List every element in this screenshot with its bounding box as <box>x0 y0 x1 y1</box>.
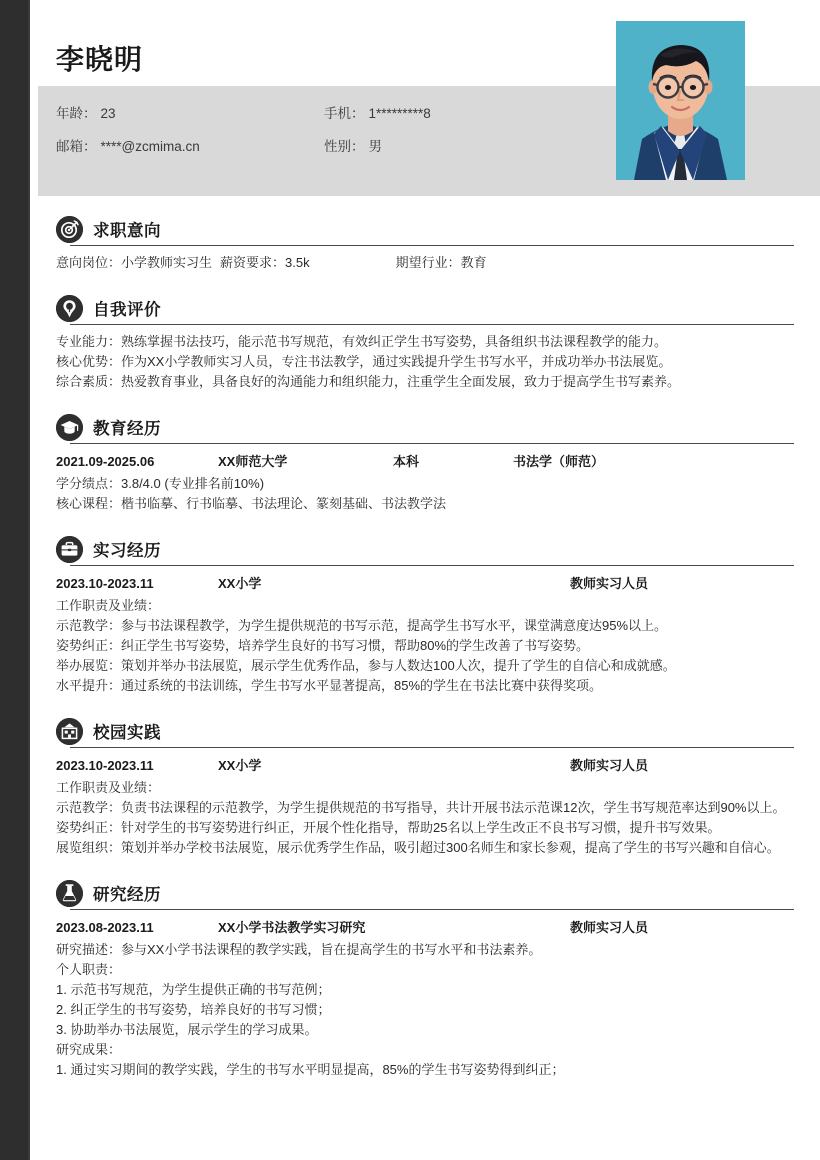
contact-value-email: ****@zcmima.cn <box>100 139 200 154</box>
section-header <box>56 532 794 566</box>
section-body <box>56 748 794 864</box>
evaluation-line: 综合素质：热爱教育事业，具备良好的沟通能力和组织能力，注重学生全面发展，致力于提高学生书写素养。 <box>56 374 681 389</box>
lightbulb-pin-icon <box>56 295 83 322</box>
resume-sections <box>30 200 820 1086</box>
section-title: 求职意向 <box>93 222 161 240</box>
contact-value-gender: 男 <box>368 139 382 154</box>
resume-header <box>30 0 820 200</box>
education-date: 2021.09-2025.06 <box>56 454 155 469</box>
research-entry-header <box>56 917 794 938</box>
flask-icon <box>56 880 83 907</box>
section-internship <box>30 532 820 702</box>
section-research <box>30 876 820 1086</box>
contact-label-age: 年龄： <box>56 106 97 121</box>
research-line: 2. 纠正学生的书写姿势，培养良好的书写习惯； <box>56 1002 331 1017</box>
section-job-intention <box>30 212 820 279</box>
contact-value-phone: 1*********8 <box>368 106 431 121</box>
practice-role: 教师实习人员 <box>570 758 649 773</box>
research-line: 3. 协助举办书法展览，展示学生的学习成果。 <box>56 1022 318 1037</box>
intent-salary-label: 薪资要求： <box>220 255 286 270</box>
evaluation-line: 专业能力：熟练掌握书法技巧，能示范书写规范，有效纠正学生书写姿势，具备组织书法课程教学的能力。 <box>56 334 668 349</box>
section-body <box>56 246 794 279</box>
intent-position <box>56 253 212 273</box>
section-header <box>56 876 794 910</box>
school-building-icon <box>56 718 83 745</box>
intent-industry-value: 教育 <box>460 255 487 270</box>
target-icon <box>56 216 83 243</box>
research-line: 研究成果： <box>56 1042 122 1057</box>
research-line: 1. 示范书写规范，为学生提供正确的书写范例； <box>56 982 331 997</box>
section-title: 教育经历 <box>93 420 161 438</box>
section-title: 校园实践 <box>93 724 161 742</box>
section-header <box>56 291 794 325</box>
education-school: XX师范大学 <box>218 454 288 469</box>
practice-entry-header <box>56 755 794 776</box>
evaluation-line: 核心优势：作为XX小学教师实习人员，专注书法教学，通过实践提升学生书写水平，并成功举办书法展览。 <box>56 354 672 369</box>
research-line: 1. 通过实习期间的教学实践，学生的书写水平明显提高，85%的学生书写姿势得到纠正； <box>56 1062 565 1077</box>
practice-line: 工作职责及业绩： <box>56 780 161 795</box>
section-header <box>56 212 794 246</box>
intent-industry-label: 期望行业： <box>395 255 461 270</box>
briefcase-icon <box>56 536 83 563</box>
internship-line: 工作职责及业绩： <box>56 598 161 613</box>
education-major: 书法学（师范） <box>513 454 605 469</box>
internship-role: 教师实习人员 <box>570 576 649 591</box>
job-intention-row <box>56 253 794 273</box>
section-body <box>56 325 794 398</box>
research-topic: XX小学书法教学实习研究 <box>218 920 366 935</box>
internship-entry-header <box>56 573 794 594</box>
section-body <box>56 910 794 1086</box>
intent-industry <box>396 253 487 273</box>
section-header <box>56 714 794 748</box>
resume-page <box>30 0 820 1160</box>
section-divider <box>70 443 794 444</box>
practice-date: 2023.10-2023.11 <box>56 758 154 773</box>
contact-field-phone <box>324 102 431 122</box>
internship-line: 示范教学：参与书法课程教学，为学生提供规范的书写示范，提高学生书写水平，课堂满意度达95%以上。 <box>56 618 668 633</box>
section-self-evaluation <box>30 291 820 398</box>
contact-label-gender: 性别： <box>324 139 365 154</box>
contact-value-age: 23 <box>100 106 116 121</box>
section-title: 研究经历 <box>93 886 161 904</box>
research-role: 教师实习人员 <box>570 920 649 935</box>
contact-field-email <box>56 135 324 155</box>
section-title: 自我评价 <box>93 301 161 319</box>
section-divider <box>70 747 794 748</box>
internship-line: 水平提升：通过系统的书法训练，学生书写水平显著提高，85%的学生在书法比赛中获得奖项。 <box>56 678 603 693</box>
left-accent-stripe <box>0 0 30 1160</box>
intent-salary <box>220 253 310 273</box>
section-divider <box>70 909 794 910</box>
internship-org: XX小学 <box>218 576 262 591</box>
research-line: 研究描述：参与XX小学书法课程的教学实践，旨在提高学生的书写水平和书法素养。 <box>56 942 542 957</box>
section-body <box>56 566 794 702</box>
intent-salary-value: 3.5k <box>285 255 310 270</box>
education-degree: 本科 <box>393 454 420 469</box>
practice-org: XX小学 <box>218 758 262 773</box>
internship-date: 2023.10-2023.11 <box>56 576 154 591</box>
education-entry-header <box>56 451 794 472</box>
research-line: 个人职责： <box>56 962 122 977</box>
practice-line: 示范教学：负责书法课程的示范教学，为学生提供规范的书写指导，共计开展书法示范课12次，学生书写规范率达到90%以上。 <box>56 800 786 815</box>
contact-field-age <box>56 102 324 122</box>
candidate-photo <box>616 21 745 180</box>
intent-position-label: 意向岗位： <box>56 255 122 270</box>
section-divider <box>70 245 794 246</box>
education-gpa: 学分绩点：3.8/4.0 (专业排名前10%) <box>56 476 265 491</box>
section-campus-practice <box>30 714 820 864</box>
contact-label-email: 邮箱： <box>56 139 97 154</box>
section-divider <box>70 324 794 325</box>
internship-line: 姿势纠正：纠正学生书写姿势，培养学生良好的书写习惯，帮助80%的学生改善了书写姿势。 <box>56 638 590 653</box>
section-divider <box>70 565 794 566</box>
graduation-cap-icon <box>56 414 83 441</box>
section-header <box>56 410 794 444</box>
section-education <box>30 410 820 520</box>
intent-position-value: 小学教师实习生 <box>121 255 213 270</box>
section-body <box>56 444 794 520</box>
internship-line: 举办展览：策划并举办书法展览，展示学生优秀作品，参与人数达100人次，提升了学生的自信心和成就感。 <box>56 658 676 673</box>
section-title: 实习经历 <box>93 542 161 560</box>
practice-line: 姿势纠正：针对学生的书写姿势进行纠正，开展个性化指导，帮助25名以上学生改正不良书写习惯，提升书写效果。 <box>56 820 721 835</box>
candidate-name: 李晓明 <box>56 44 144 75</box>
education-courses: 核心课程：楷书临摹、行书临摹、书法理论、篆刻基础、书法教学法 <box>56 496 447 511</box>
practice-line: 展览组织：策划并举办学校书法展览，展示优秀学生作品，吸引超过300名师生和家长参观，提高了学生的书写兴趣和自信心。 <box>56 840 780 855</box>
contact-field-gender <box>324 135 382 155</box>
contact-info-grid <box>56 102 616 168</box>
contact-label-phone: 手机： <box>324 106 365 121</box>
contact-info-row <box>56 102 616 122</box>
research-date: 2023.08-2023.11 <box>56 920 154 935</box>
contact-info-row <box>56 135 616 155</box>
